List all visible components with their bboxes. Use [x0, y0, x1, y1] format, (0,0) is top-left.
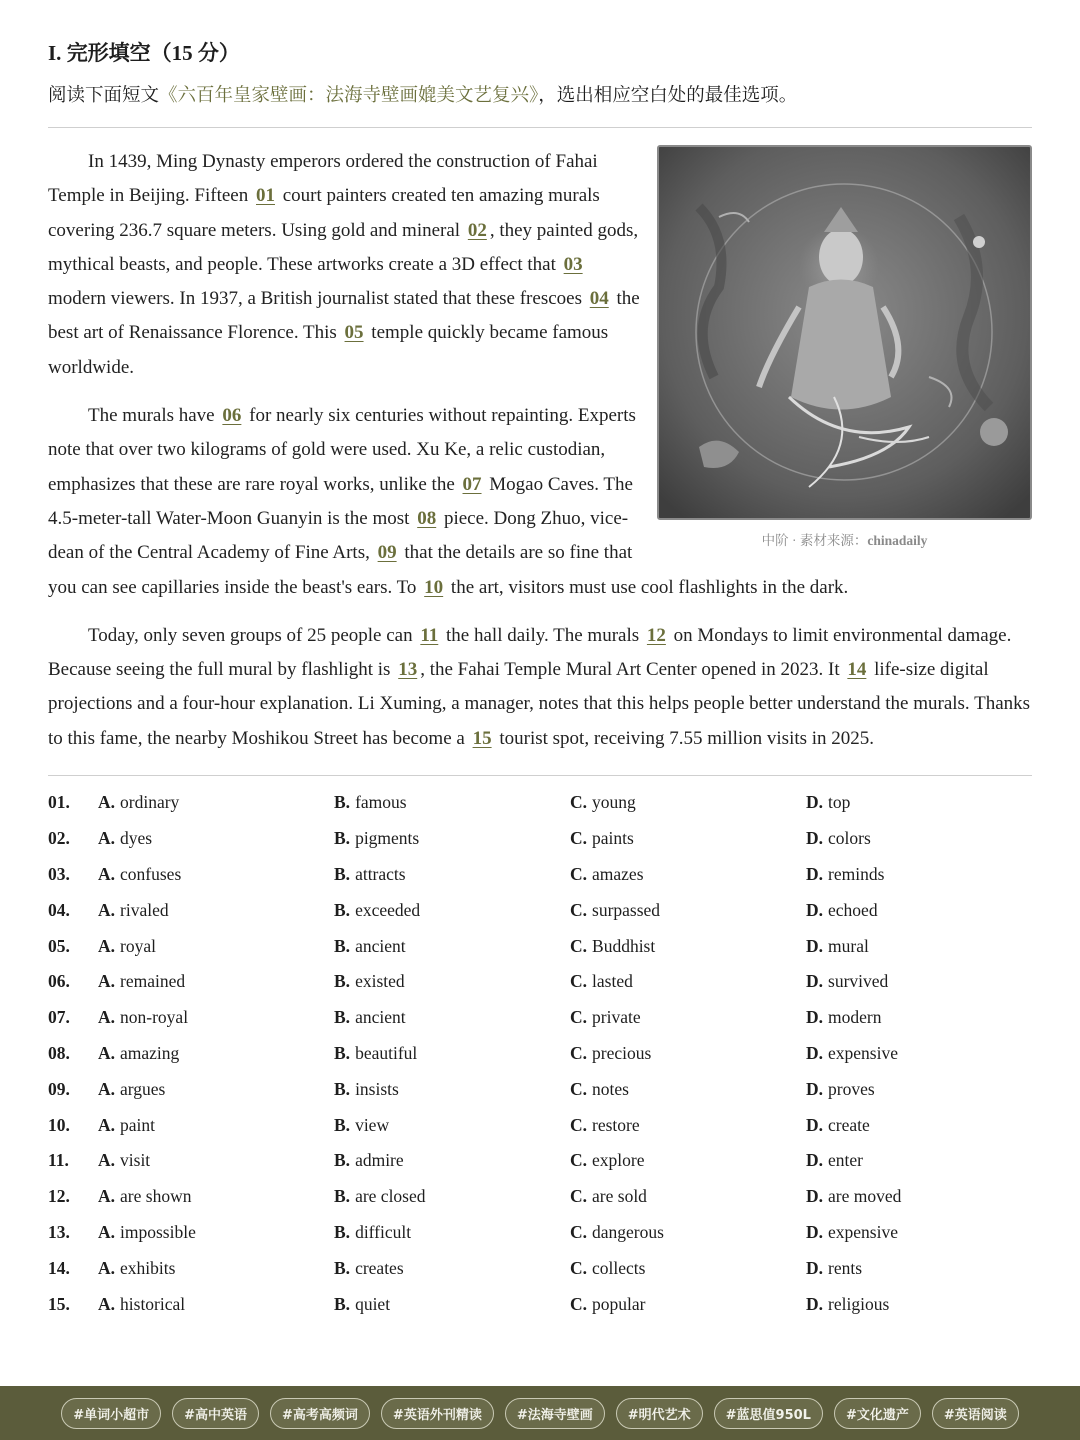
- option-letter: C.: [570, 1221, 588, 1242]
- option-text: beautiful: [355, 1042, 418, 1063]
- option-row: [48, 1286, 1032, 1322]
- option-letter: D.: [806, 1293, 824, 1314]
- option-text: echoed: [828, 899, 878, 920]
- option-b[interactable]: [334, 1007, 570, 1028]
- option-letter: A.: [98, 863, 116, 884]
- question-number: 01.: [48, 792, 70, 813]
- option-d[interactable]: [806, 1294, 889, 1315]
- passage-text: for nearly six centuries without repainting. Experts note that over two kilograms of gold were used. Xu Ke, a relic custodian, emphasizes that these are rare royal works, unlike the: [48, 405, 636, 495]
- footer-tag-bar: [0, 1386, 1080, 1440]
- option-text: insists: [355, 1078, 399, 1099]
- option-text: pigments: [355, 828, 420, 849]
- option-text: survived: [828, 971, 889, 992]
- option-letter: D.: [806, 971, 824, 992]
- blank-14: 14: [847, 659, 867, 681]
- option-b[interactable]: [334, 1186, 570, 1207]
- option-text: argues: [120, 1078, 166, 1099]
- option-text: exhibits: [120, 1257, 176, 1278]
- option-a[interactable]: [98, 1258, 334, 1279]
- question-number: 07.: [48, 1007, 70, 1028]
- option-letter: D.: [806, 792, 824, 813]
- passage-text: the best art of Renaissance Florence. This: [48, 288, 640, 344]
- question-number: 15.: [48, 1293, 70, 1314]
- figure-spacer: [640, 145, 1032, 542]
- option-text: visit: [120, 1150, 151, 1171]
- option-text: surpassed: [592, 899, 661, 920]
- option-text: expensive: [828, 1221, 898, 1242]
- option-text: Buddhist: [592, 935, 656, 956]
- question-number: 06.: [48, 971, 70, 992]
- option-text: precious: [592, 1042, 652, 1063]
- blank-15: 15: [472, 727, 492, 749]
- option-b[interactable]: [334, 1258, 570, 1279]
- option-row: [48, 1107, 1032, 1143]
- option-c[interactable]: [570, 1150, 806, 1171]
- hashtag-chip[interactable]: #法海寺壁画: [505, 1398, 605, 1429]
- question-number: 11.: [48, 1150, 69, 1171]
- option-text: explore: [592, 1150, 645, 1171]
- blank-13: 13: [398, 659, 418, 681]
- blank-08: 08: [417, 507, 437, 529]
- option-letter: D.: [806, 1007, 824, 1028]
- blank-03: 03: [563, 253, 583, 275]
- passage-text: , the Fahai Temple Mural Art Center opened in 2023. It: [420, 659, 845, 681]
- option-row: [48, 785, 1032, 821]
- option-letter: D.: [806, 1078, 824, 1099]
- option-d[interactable]: [806, 1222, 898, 1243]
- passage-text: tourist spot, receiving 7.55 million visits in 2025.: [494, 727, 875, 749]
- option-row: [48, 1000, 1032, 1036]
- passage-text: , they painted gods, mythical beasts, and people. These artworks create a 3D effect that: [48, 219, 639, 275]
- option-c[interactable]: [570, 1007, 806, 1028]
- option-d[interactable]: [806, 936, 869, 957]
- option-letter: C.: [570, 792, 588, 813]
- option-c[interactable]: [570, 1222, 806, 1243]
- option-c[interactable]: [570, 1079, 806, 1100]
- option-a[interactable]: [98, 828, 334, 849]
- option-c[interactable]: [570, 900, 806, 921]
- option-text: quiet: [355, 1293, 391, 1314]
- option-a[interactable]: [98, 900, 334, 921]
- option-c[interactable]: [570, 1294, 806, 1315]
- passage-text: piece. Dong Zhuo, vice-dean of the Central Academy of Fine Arts,: [48, 507, 629, 564]
- option-text: impossible: [120, 1221, 196, 1242]
- option-d[interactable]: [806, 971, 888, 992]
- question-number: 09.: [48, 1078, 70, 1099]
- option-text: ancient: [355, 1007, 406, 1028]
- option-row: [48, 964, 1032, 1000]
- option-a[interactable]: [98, 1294, 334, 1315]
- option-b[interactable]: [334, 900, 570, 921]
- option-letter: B.: [334, 1007, 351, 1028]
- option-text: ordinary: [120, 792, 180, 813]
- option-row: [48, 1215, 1032, 1251]
- option-c[interactable]: [570, 971, 806, 992]
- option-a[interactable]: [98, 792, 334, 813]
- hashtag-chip[interactable]: #英语外刊精读: [381, 1398, 494, 1429]
- option-letter: A.: [98, 899, 116, 920]
- option-text: modern: [828, 1007, 882, 1028]
- option-text: young: [592, 792, 636, 813]
- option-c[interactable]: [570, 792, 806, 813]
- option-letter: B.: [334, 1078, 351, 1099]
- option-d[interactable]: [806, 1115, 870, 1136]
- option-b[interactable]: [334, 1222, 570, 1243]
- option-a[interactable]: [98, 1150, 334, 1171]
- option-row: [48, 1036, 1032, 1072]
- option-text: difficult: [355, 1221, 412, 1242]
- option-d[interactable]: [806, 1007, 881, 1028]
- option-row: [48, 892, 1032, 928]
- section-number: I.: [48, 41, 62, 65]
- option-letter: B.: [334, 1114, 351, 1135]
- option-letter: C.: [570, 971, 588, 992]
- option-letter: B.: [334, 792, 351, 813]
- option-letter: B.: [334, 1221, 351, 1242]
- option-d[interactable]: [806, 1258, 862, 1279]
- hashtag-chip[interactable]: #蓝思值950L: [714, 1398, 823, 1429]
- option-letter: A.: [98, 1007, 116, 1028]
- option-letter: D.: [806, 1150, 824, 1171]
- option-d[interactable]: [806, 864, 884, 885]
- option-b[interactable]: [334, 828, 570, 849]
- hashtag-chip[interactable]: #单词小超市: [61, 1398, 161, 1429]
- question-number: 14.: [48, 1257, 70, 1278]
- option-text: historical: [120, 1293, 186, 1314]
- option-text: are closed: [355, 1186, 426, 1207]
- option-letter: A.: [98, 1114, 116, 1135]
- option-d[interactable]: [806, 1186, 901, 1207]
- option-text: are moved: [828, 1186, 902, 1207]
- option-letter: C.: [570, 1078, 588, 1099]
- passage-text: court painters created ten amazing murals covering 236.7 square meters. Using gold and mineral: [48, 185, 600, 241]
- option-b[interactable]: [334, 1150, 570, 1171]
- option-b[interactable]: [334, 1294, 570, 1315]
- option-text: confuses: [120, 863, 182, 884]
- instruction-prefix: 阅读下面短文: [48, 86, 160, 106]
- option-letter: A.: [98, 1150, 116, 1171]
- option-c[interactable]: [570, 828, 806, 849]
- question-number: 10.: [48, 1114, 70, 1135]
- option-letter: A.: [98, 935, 116, 956]
- question-number: 13.: [48, 1221, 70, 1242]
- option-text: paints: [592, 828, 634, 849]
- option-text: top: [828, 792, 851, 813]
- section-title: [48, 38, 1032, 68]
- option-letter: C.: [570, 863, 588, 884]
- blank-02: 02: [467, 219, 487, 241]
- option-letter: A.: [98, 828, 116, 849]
- option-letter: B.: [334, 1257, 351, 1278]
- option-letter: D.: [806, 1042, 824, 1063]
- passage-text: the art, visitors must use cool flashlights in the dark.: [446, 576, 849, 598]
- passage-text: In 1439, Ming Dynasty emperors ordered the construction of Fahai Temple in Beijing. Fifteen: [48, 151, 598, 207]
- blank-04: 04: [589, 288, 609, 310]
- divider-options: [48, 775, 1032, 776]
- option-text: create: [828, 1114, 870, 1135]
- option-letter: B.: [334, 1042, 351, 1063]
- option-letter: B.: [334, 935, 351, 956]
- option-d[interactable]: [806, 792, 850, 813]
- option-letter: C.: [570, 828, 588, 849]
- passage-title: 《六百年皇家壁画：法海寺壁画媲美文艺复兴》: [159, 86, 539, 106]
- question-number: 02.: [48, 828, 70, 849]
- hashtag-chip[interactable]: #英语阅读: [932, 1398, 1019, 1429]
- hashtag-chip[interactable]: #高中英语: [172, 1398, 259, 1429]
- option-letter: C.: [570, 1257, 588, 1278]
- option-b[interactable]: [334, 971, 570, 992]
- option-b[interactable]: [334, 1043, 570, 1064]
- option-letter: A.: [98, 1042, 116, 1063]
- option-text: dangerous: [592, 1221, 664, 1242]
- option-a[interactable]: [98, 1186, 334, 1207]
- blank-07: 07: [462, 473, 482, 495]
- option-c[interactable]: [570, 1043, 806, 1064]
- option-text: existed: [355, 971, 405, 992]
- option-b[interactable]: [334, 936, 570, 957]
- option-c[interactable]: [570, 1115, 806, 1136]
- passage-text: Mogao Caves. The 4.5-meter-tall Water-Moon Guanyin is the most: [48, 473, 633, 529]
- option-c[interactable]: [570, 1186, 806, 1207]
- question-number: 05.: [48, 935, 70, 956]
- option-text: paint: [120, 1114, 156, 1135]
- hashtag-chip[interactable]: #文化遗产: [834, 1398, 921, 1429]
- option-text: expensive: [828, 1042, 898, 1063]
- blank-06: 06: [222, 405, 242, 427]
- option-text: attracts: [355, 863, 406, 884]
- option-letter: D.: [806, 863, 824, 884]
- option-letter: B.: [334, 863, 351, 884]
- option-text: religious: [828, 1293, 890, 1314]
- option-text: enter: [828, 1150, 863, 1171]
- option-letter: A.: [98, 792, 116, 813]
- option-text: exceeded: [355, 899, 421, 920]
- option-a[interactable]: [98, 864, 334, 885]
- option-text: notes: [592, 1078, 629, 1099]
- option-text: reminds: [828, 863, 885, 884]
- option-row: [48, 1250, 1032, 1286]
- question-number: 03.: [48, 863, 70, 884]
- option-text: ancient: [355, 935, 406, 956]
- option-b[interactable]: [334, 1079, 570, 1100]
- option-a[interactable]: [98, 1043, 334, 1064]
- option-letter: D.: [806, 1186, 824, 1207]
- question-number: 08.: [48, 1042, 70, 1063]
- option-letter: C.: [570, 1293, 588, 1314]
- blank-12: 12: [646, 624, 666, 646]
- option-d[interactable]: [806, 1079, 875, 1100]
- paragraph-3: [48, 619, 1032, 756]
- passage-text: on Mondays to limit environmental damage. Because seeing the full mural by flashlight is: [48, 624, 1012, 681]
- option-text: restore: [592, 1114, 640, 1135]
- option-text: collects: [592, 1257, 646, 1278]
- option-row: [48, 857, 1032, 893]
- option-text: amazes: [592, 863, 644, 884]
- blank-01: 01: [256, 185, 275, 207]
- blank-11: 11: [420, 624, 439, 646]
- passage-text: the hall daily. The murals: [441, 624, 644, 646]
- passage-text: The murals have: [88, 405, 220, 427]
- instruction-suffix: ，选出相应空白处的最佳选项。: [538, 86, 798, 106]
- option-d[interactable]: [806, 900, 878, 921]
- option-c[interactable]: [570, 1258, 806, 1279]
- option-text: creates: [355, 1257, 404, 1278]
- option-row: [48, 928, 1032, 964]
- passage-text: that the details are so fine that you can see capillaries inside the beast's ears. To: [48, 542, 633, 598]
- blank-10: 10: [424, 576, 444, 598]
- option-text: royal: [120, 935, 156, 956]
- option-letter: C.: [570, 1114, 588, 1135]
- divider-top: [48, 127, 1032, 128]
- option-a[interactable]: [98, 1007, 334, 1028]
- section-header: [48, 38, 1032, 110]
- passage-text: life-size digital projections and a four-hour explanation. Li Xuming, a manager, notes that this helps people better understand the murals. Thanks to this fame, the nearby Moshikou Street has become a: [48, 659, 1031, 749]
- option-letter: A.: [98, 1293, 116, 1314]
- option-letter: D.: [806, 935, 824, 956]
- option-letter: C.: [570, 899, 588, 920]
- option-text: rivaled: [120, 899, 169, 920]
- option-row: [48, 821, 1032, 857]
- option-letter: A.: [98, 1186, 116, 1207]
- option-letter: D.: [806, 1114, 824, 1135]
- option-d[interactable]: [806, 1150, 863, 1171]
- option-letter: B.: [334, 971, 351, 992]
- option-text: private: [592, 1007, 641, 1028]
- option-letter: B.: [334, 828, 351, 849]
- option-letter: B.: [334, 1186, 351, 1207]
- option-letter: C.: [570, 1007, 588, 1028]
- option-letter: B.: [334, 1150, 351, 1171]
- option-text: colors: [828, 828, 871, 849]
- option-b[interactable]: [334, 1115, 570, 1136]
- option-a[interactable]: [98, 1079, 334, 1100]
- option-letter: D.: [806, 1257, 824, 1278]
- option-letter: C.: [570, 1186, 588, 1207]
- blank-09: 09: [377, 542, 397, 564]
- option-text: dyes: [120, 828, 153, 849]
- option-text: admire: [355, 1150, 404, 1171]
- option-row: [48, 1143, 1032, 1179]
- option-letter: D.: [806, 899, 824, 920]
- option-text: proves: [828, 1078, 875, 1099]
- question-number: 12.: [48, 1186, 70, 1207]
- option-b[interactable]: [334, 864, 570, 885]
- option-letter: C.: [570, 1150, 588, 1171]
- passage-text: Today, only seven groups of 25 people can: [88, 624, 418, 646]
- option-a[interactable]: [98, 971, 334, 992]
- option-text: famous: [355, 792, 407, 813]
- passage: [48, 145, 1032, 770]
- passage-text: temple quickly became famous worldwide.: [48, 322, 609, 378]
- option-text: lasted: [592, 971, 633, 992]
- option-row: [48, 1071, 1032, 1107]
- option-c[interactable]: [570, 936, 806, 957]
- caption-source: chinadaily: [867, 533, 928, 548]
- option-text: are shown: [120, 1186, 192, 1207]
- option-text: popular: [592, 1293, 646, 1314]
- option-b[interactable]: [334, 792, 570, 813]
- option-letter: C.: [570, 935, 588, 956]
- caption-prefix: 中阶 · 素材来源：: [761, 533, 868, 548]
- instruction: [48, 82, 1032, 110]
- option-text: view: [355, 1114, 390, 1135]
- option-text: rents: [828, 1257, 863, 1278]
- option-letter: A.: [98, 1078, 116, 1099]
- option-letter: A.: [98, 1257, 116, 1278]
- hashtag-chip[interactable]: #明代艺术: [616, 1398, 703, 1429]
- option-d[interactable]: [806, 1043, 898, 1064]
- hashtag-chip[interactable]: #高考高频词: [270, 1398, 370, 1429]
- option-text: non-royal: [120, 1007, 189, 1028]
- option-letter: B.: [334, 899, 351, 920]
- option-row: [48, 1179, 1032, 1215]
- passage-text: modern viewers. In 1937, a British journalist stated that these frescoes: [48, 288, 587, 310]
- option-c[interactable]: [570, 864, 806, 885]
- option-text: remained: [120, 971, 186, 992]
- blank-05: 05: [344, 322, 364, 344]
- option-letter: C.: [570, 1042, 588, 1063]
- option-text: amazing: [120, 1042, 180, 1063]
- section-title-text: 完形填空（15 分）: [66, 41, 240, 65]
- options-list: [48, 785, 1032, 1322]
- option-a[interactable]: [98, 1222, 334, 1243]
- option-a[interactable]: [98, 936, 334, 957]
- option-letter: A.: [98, 1221, 116, 1242]
- option-letter: A.: [98, 971, 116, 992]
- option-d[interactable]: [806, 828, 871, 849]
- option-text: are sold: [592, 1186, 647, 1207]
- option-letter: D.: [806, 828, 824, 849]
- option-letter: B.: [334, 1293, 351, 1314]
- option-letter: D.: [806, 1221, 824, 1242]
- question-number: 04.: [48, 899, 70, 920]
- option-text: mural: [828, 935, 869, 956]
- option-a[interactable]: [98, 1115, 334, 1136]
